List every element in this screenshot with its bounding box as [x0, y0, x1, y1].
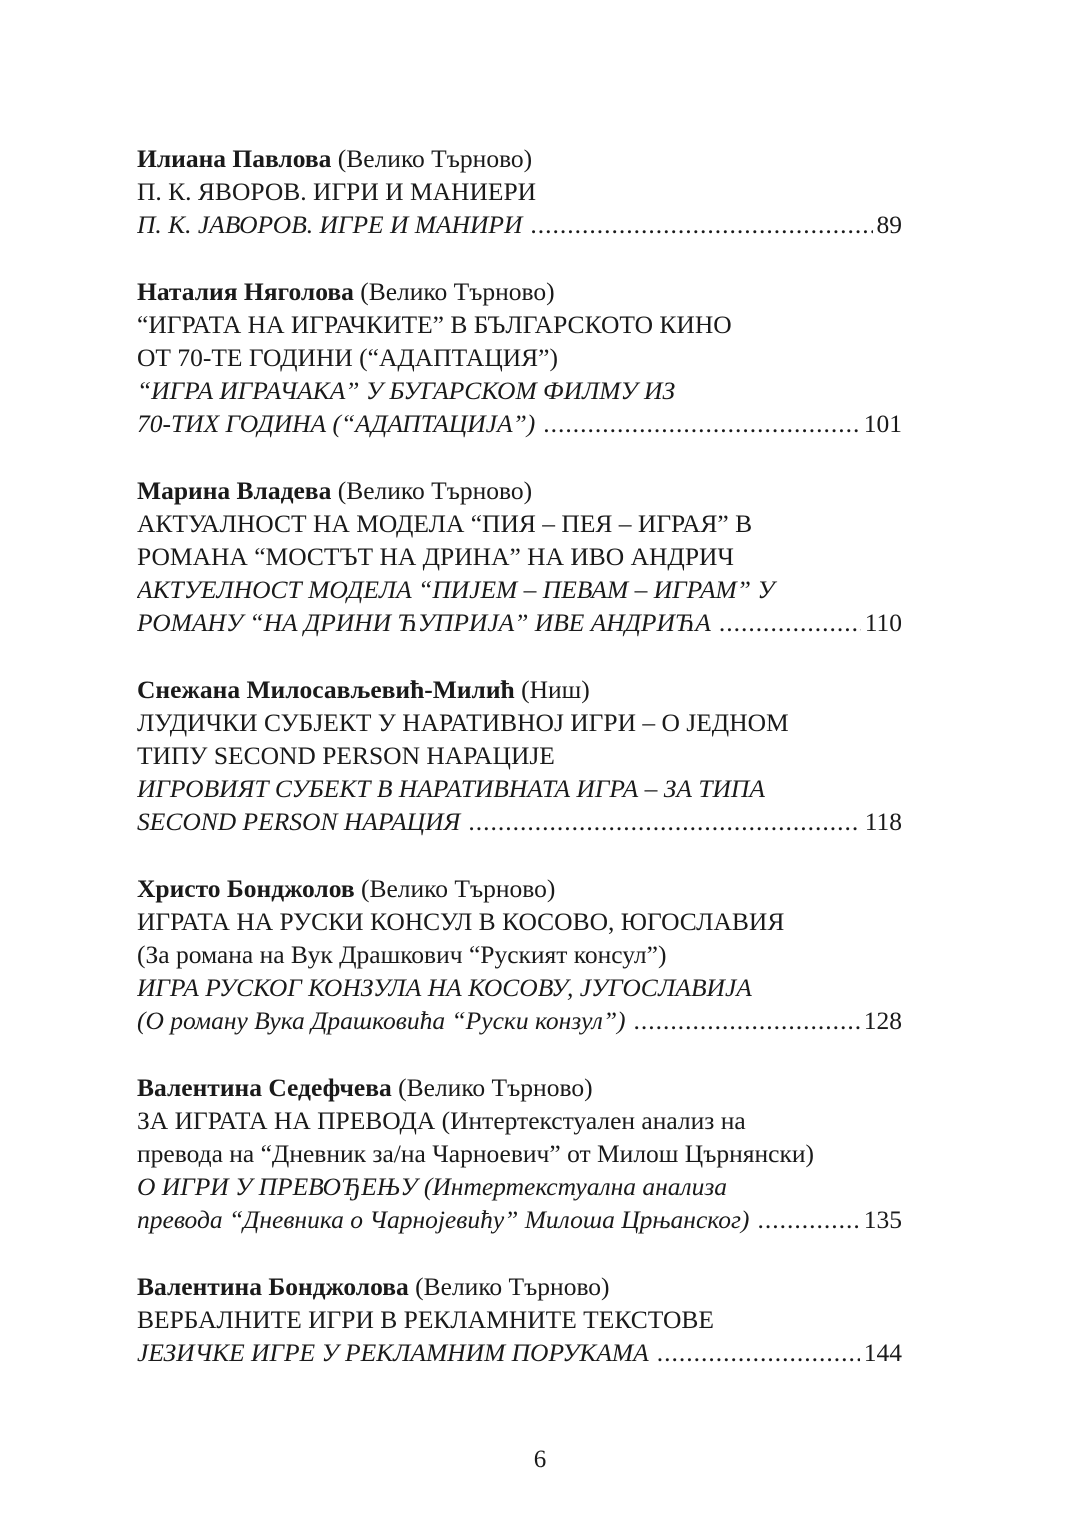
toc-entry	[137, 1071, 902, 1236]
entry-author-line	[137, 1071, 902, 1104]
article-title-line: ИГРАТА НА РУСКИ КОНСУЛ В КОСОВО, ЮГОСЛАВИЯ	[137, 907, 785, 936]
toc-entry	[137, 872, 902, 1037]
article-title-line: “ИГРАТА НА ИГРАЧКИТЕ” В БЪЛГАРСКОТО КИНО	[137, 310, 732, 339]
translated-title-line: АКТУЕЛНОСТ МОДЕЛА “ПИЈЕМ – ПЕВАМ – ИГРАМ” У	[137, 575, 775, 604]
entry-author-line	[137, 872, 902, 905]
article-title-line: ЗА ИГРАТА НА ПРЕВОДА (Интертекстуален анализ на	[137, 1106, 746, 1135]
author-name: Марина Владева	[137, 476, 332, 505]
author-city: (Велико Търново)	[408, 1272, 610, 1301]
article-title-line: ВЕРБАЛНИТЕ ИГРИ В РЕКЛАМНИТЕ ТЕКСТОВЕ	[137, 1305, 714, 1334]
toc-entry	[137, 275, 902, 440]
toc-entry	[137, 142, 902, 241]
author-city: (Велико Търново)	[331, 144, 533, 173]
translated-title-text: РОМАНУ “НА ДРИНИ ЋУПРИЈА” ИВЕ АНДРИЋА	[137, 608, 711, 637]
article-title-line: ТИПУ SECOND PERSON НАРАЦИЈЕ	[137, 741, 555, 770]
dot-leader	[634, 1004, 860, 1037]
translated-title-last-line	[137, 208, 902, 241]
entry-author-line	[137, 142, 902, 175]
entry-page-number: 110	[864, 608, 902, 637]
author-name: Валентина Бонджолова	[137, 1272, 409, 1301]
table-of-contents	[137, 142, 902, 1403]
article-title-line: АКТУАЛНОСТ НА МОДЕЛА “ПИЯ – ПЕЯ – ИГРАЯ” В	[137, 509, 753, 538]
article-title-line: ЛУДИЧКИ СУБЈЕКТ У НАРАТИВНОЈ ИГРИ – О ЈЕДНОМ	[137, 708, 789, 737]
translated-title-text: ЈЕЗИЧКЕ ИГРЕ У РЕКЛАМНИМ ПОРУКАМА	[137, 1338, 649, 1367]
translated-title-text: (О роману Вука Драшковића “Руски конзул”)	[137, 1006, 626, 1035]
article-title-line: П. К. ЯВОРОВ. ИГРИ И МАНИЕРИ	[137, 177, 537, 206]
author-city: (Ниш)	[514, 675, 590, 704]
author-city: (Велико Търново)	[354, 874, 556, 903]
author-name: Христо Бонджолов	[137, 874, 355, 903]
translated-title-last-line	[137, 606, 902, 639]
entry-page-number: 118	[864, 807, 902, 836]
translated-title-line: ИГРА РУСКОГ КОНЗУЛА НА КОСОВУ, ЈУГОСЛАВИЈА	[137, 973, 752, 1002]
entry-author-line	[137, 275, 902, 308]
translated-title-line: О ИГРИ У ПРЕВОЂЕЊУ (Интертекстуална анализа	[137, 1172, 728, 1201]
entry-page-number: 144	[863, 1338, 902, 1367]
toc-entry	[137, 673, 902, 838]
translated-title-line: “ИГРА ИГРАЧАКА” У БУГАРСКОМ ФИЛМУ ИЗ	[137, 376, 676, 405]
dot-leader	[543, 407, 860, 440]
translated-title-text: превода “Дневника о Чарнојевићу” Милоша Црњанског)	[137, 1205, 750, 1234]
article-title-line: ОТ 70-ТЕ ГОДИНИ (“АДАПТАЦИЯ”)	[137, 343, 558, 372]
author-city: (Велико Търново)	[391, 1073, 593, 1102]
author-name: Наталия Няголова	[137, 277, 354, 306]
dot-leader	[719, 606, 861, 639]
translated-title-line: ИГРОВИЯТ СУБЕКТ В НАРАТИВНАТА ИГРА – ЗА ТИПА	[137, 774, 765, 803]
entry-page-number: 135	[863, 1205, 902, 1234]
translated-title-last-line	[137, 1203, 902, 1236]
article-title-line: (За романа на Вук Драшкович “Руският консул”)	[137, 940, 667, 969]
toc-entry	[137, 1270, 902, 1369]
article-title-line: превода на “Дневник за/на Чарноевич” от Милош Църнянски)	[137, 1139, 815, 1168]
dot-leader	[757, 1203, 859, 1236]
dot-leader	[530, 208, 872, 241]
translated-title-last-line	[137, 1336, 902, 1369]
translated-title-text: SECOND PERSON НАРАЦИЯ	[137, 807, 461, 836]
entry-page-number: 128	[863, 1006, 902, 1035]
author-city: (Велико Търново)	[331, 476, 533, 505]
author-city: (Велико Търново)	[353, 277, 555, 306]
translated-title-last-line	[137, 407, 902, 440]
translated-title-text: 70-ТИХ ГОДИНА (“АДАПТАЦИЈА”)	[137, 409, 536, 438]
translated-title-last-line	[137, 1004, 902, 1037]
entry-author-line	[137, 474, 902, 507]
translated-title-last-line	[137, 805, 902, 838]
entry-author-line	[137, 673, 902, 706]
author-name: Валентина Седефчева	[137, 1073, 392, 1102]
translated-title-text: П. К. ЈАВОРОВ. ИГРЕ И МАНИРИ	[137, 210, 523, 239]
page-number: 6	[533, 1446, 547, 1473]
entry-page-number: 101	[863, 409, 902, 438]
entry-page-number: 89	[876, 210, 902, 239]
author-name: Снежана Милосављевић-Милић	[137, 675, 515, 704]
article-title-line: РОМАНА “МОСТЪТ НА ДРИНА” НА ИВО АНДРИЧ	[137, 542, 734, 571]
dot-leader	[468, 805, 860, 838]
toc-entry	[137, 474, 902, 639]
author-name: Илиана Павлова	[137, 144, 332, 173]
dot-leader	[657, 1336, 860, 1369]
entry-author-line	[137, 1270, 902, 1303]
